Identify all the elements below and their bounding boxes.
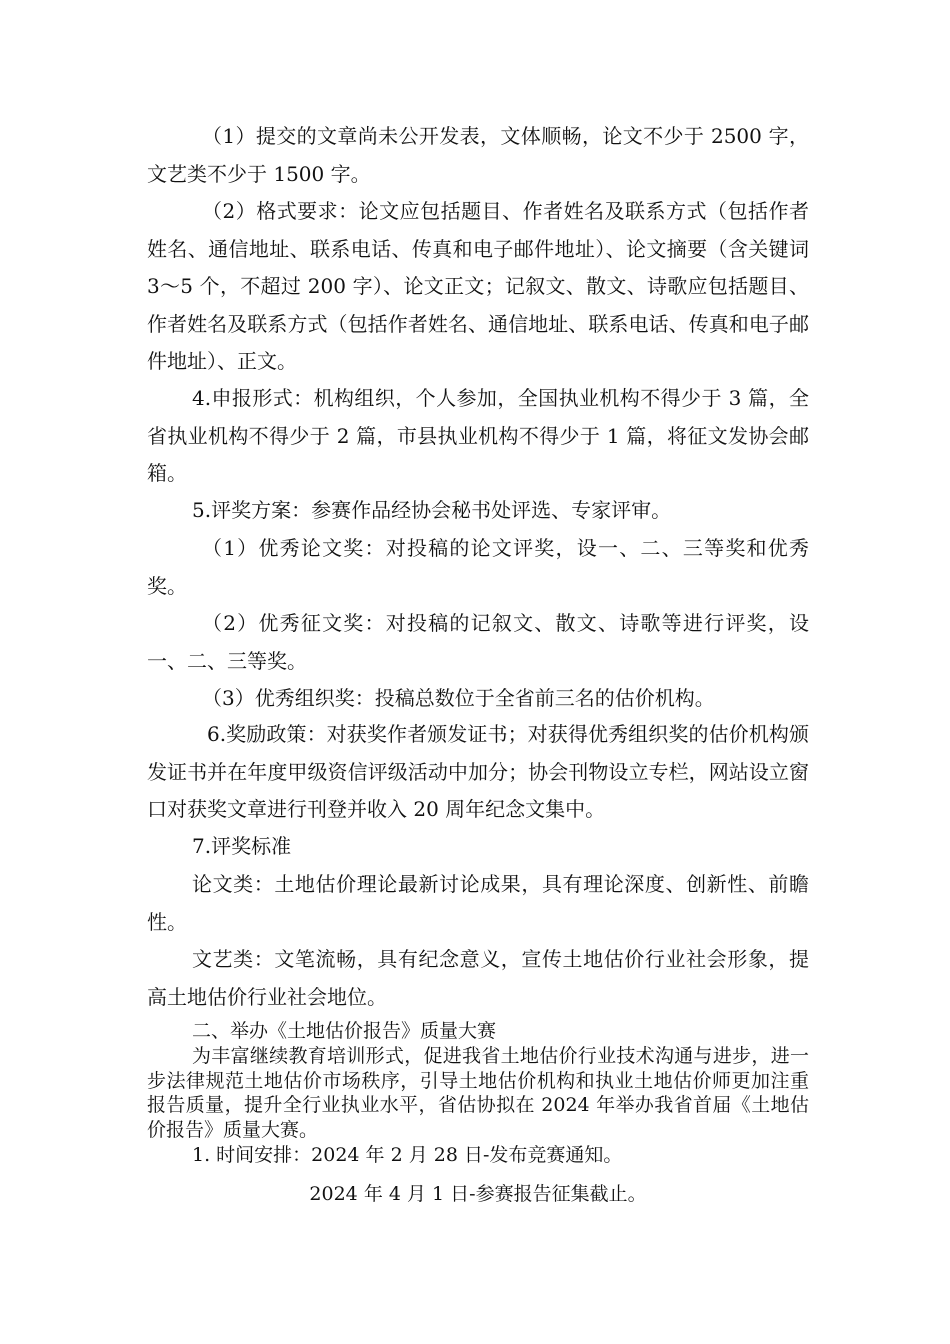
paragraph-essay-award: （2）优秀征文奖：对投稿的记叙文、散文、诗歌等进行评奖，设一、二、三等奖。 (147, 611, 809, 673)
paragraph-organization-award: （3）优秀组织奖：投稿总数位于全省前三名的估价机构。 (202, 686, 715, 710)
paragraph-schedule-item-1: 1. 时间安排：2024 年 2 月 28 日-发布竞赛通知。 (192, 1144, 623, 1166)
paragraph-schedule-item-2: 2024 年 4 月 1 日-参赛报告征集截止。 (309, 1183, 647, 1205)
paragraph-award-criteria-heading: 7.评奖标准 (192, 834, 292, 858)
paragraph-literary-criteria: 文艺类：文笔流畅，具有纪念意义，宣传土地估价行业社会形象，提高土地估价行业社会地位。 (147, 947, 809, 1009)
paragraph-reward-policy: 6.奖励政策：对获奖作者颁发证书；对获得优秀组织奖的估价机构颁发证书并在年度甲级资信评级活动中加分；协会刊物设立专栏，网站设立窗口对获奖文章进行刊登并收入 20 周年纪念文集中。 (147, 722, 809, 821)
paragraph-contest-purpose: 为丰富继续教育培训形式，促进我省土地估价行业技术沟通与进步，进一步法律规范土地估价市场秩序，引导土地估价机构和执业土地估价师更加注重报告质量，提升全行业执业水平，省估协拟在 2024 年举办我省首届《土地估价报告》质量大赛。 (147, 1045, 809, 1141)
paragraph-submission-form: 4.申报形式：机构组织，个人参加，全国执业机构不得少于 3 篇，全省执业机构不得少于 2 篇，市县执业机构不得少于 1 篇，将征文发协会邮箱。 (147, 386, 809, 485)
paragraph-format-requirements: （2）格式要求：论文应包括题目、作者姓名及联系方式（包括作者姓名、通信地址、联系电话、传真和电子邮件地址）、论文摘要（含关键词 3～5 个，不超过 200 字）、论文正文；记叙文、散文、诗歌应包括题目、作者姓名及联系方式（包括作者姓名、通信地址、联系电话、传真和电子邮件地址）、正文。 (147, 199, 809, 373)
paragraph-submission-requirements: （1）提交的文章尚未公开发表，文体顺畅，论文不少于 2500 字，文艺类不少于 1500 字。 (147, 124, 809, 186)
section-heading-report-contest: 二、举办《土地估价报告》质量大赛 (192, 1020, 497, 1042)
paragraph-award-scheme: 5.评奖方案：参赛作品经协会秘书处评选、专家评审。 (192, 498, 672, 522)
paragraph-paper-award: （1）优秀论文奖：对投稿的论文评奖，设一、二、三等奖和优秀奖。 (147, 536, 809, 598)
paragraph-paper-criteria: 论文类：土地估价理论最新讨论成果，具有理论深度、创新性、前瞻性。 (147, 872, 809, 934)
